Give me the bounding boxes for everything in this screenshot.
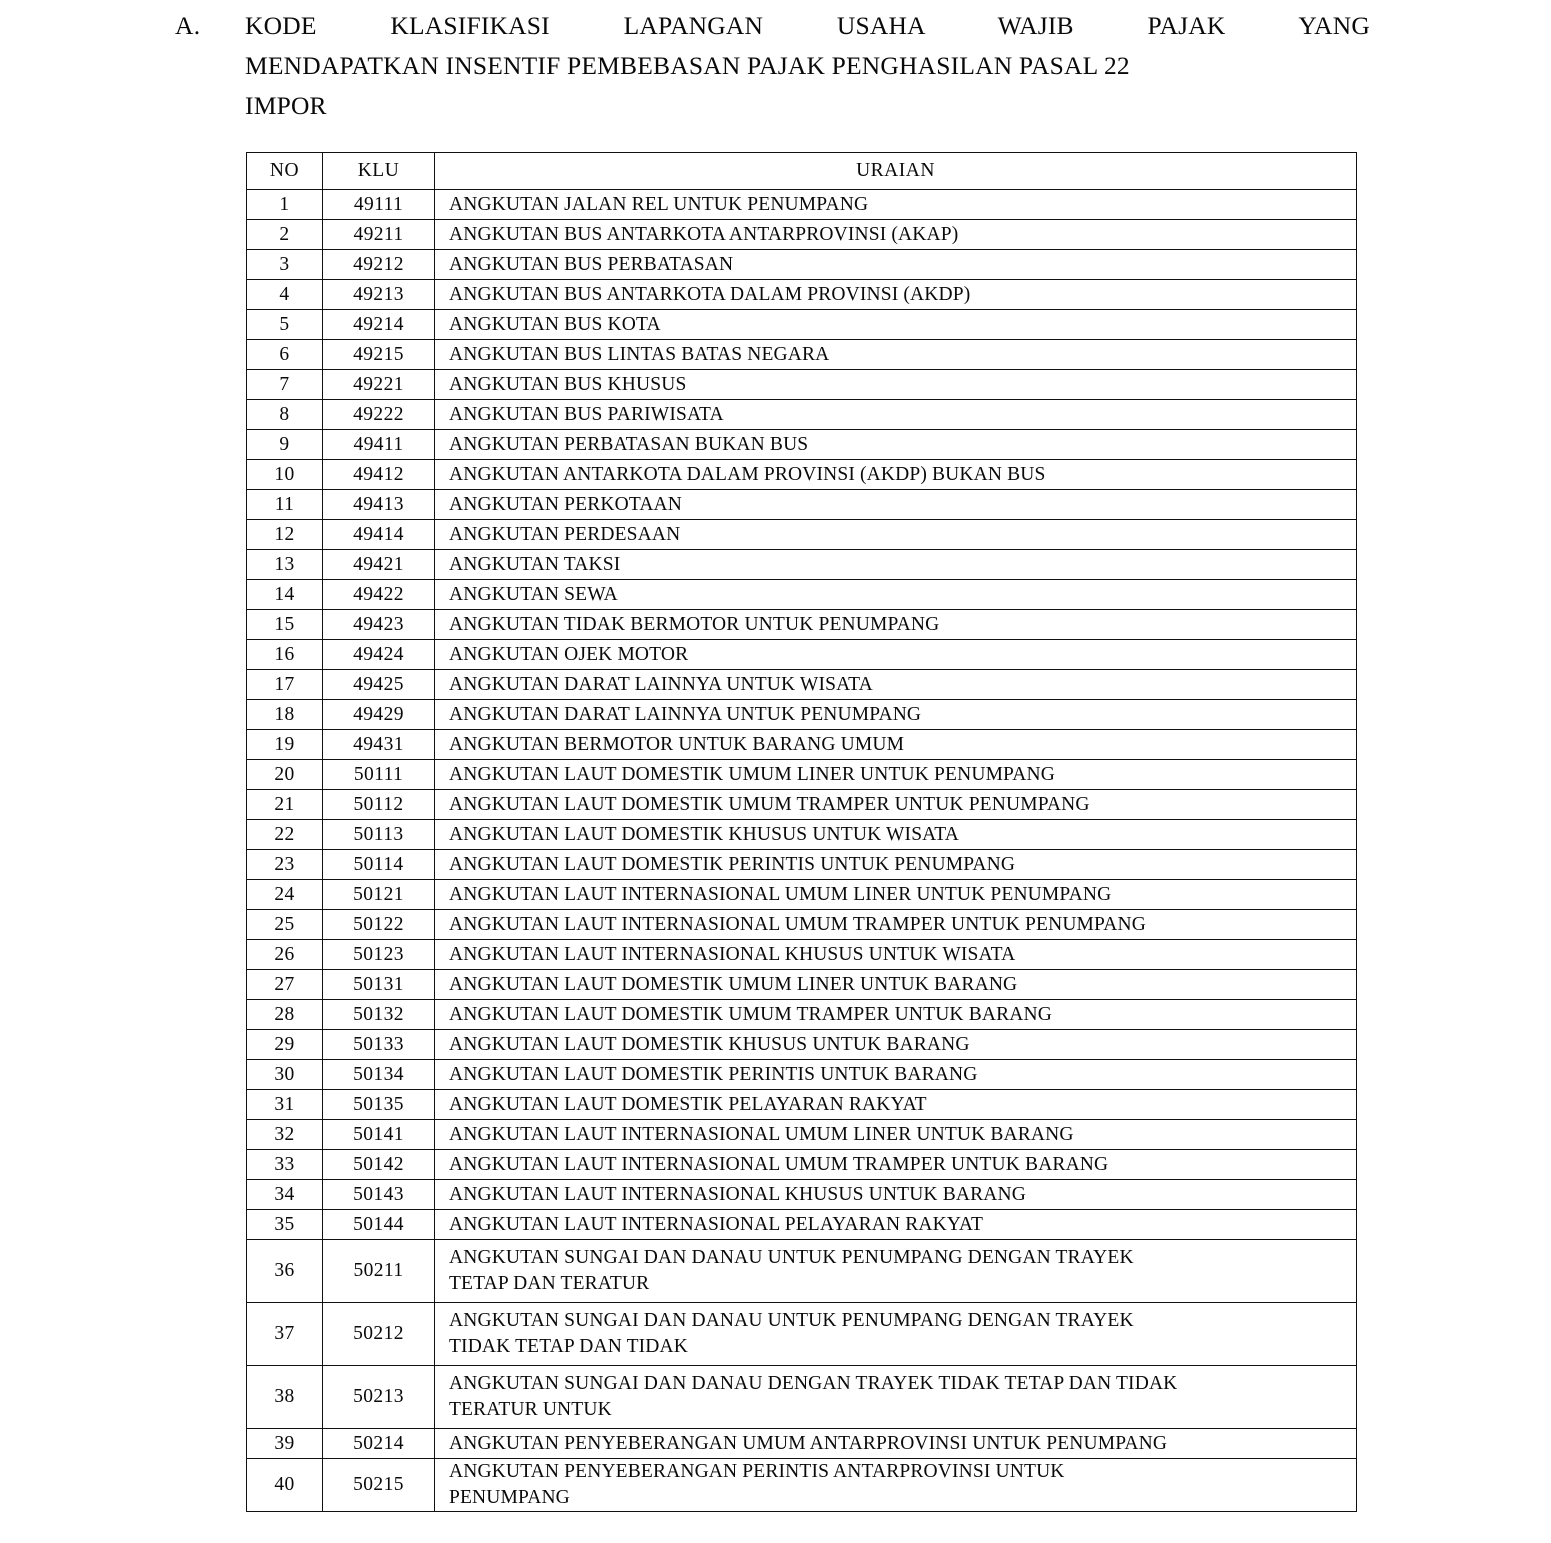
cell-no: 12 [247,520,323,550]
cell-klu: 50143 [323,1180,435,1210]
table-row [247,1459,1357,1512]
cell-uraian: ANGKUTAN PERKOTAAN [435,490,1357,520]
table-row [247,940,1357,970]
cell-uraian: ANGKUTAN LAUT INTERNASIONAL KHUSUS UNTUK WISATA [435,940,1357,970]
column-header-klu: KLU [323,153,435,190]
table-body [247,190,1357,1512]
heading-text [245,6,1370,126]
section-heading [175,6,1370,126]
table-row [247,1030,1357,1060]
cell-uraian: ANGKUTAN LAUT DOMESTIK UMUM TRAMPER UNTUK PENUMPANG [435,790,1357,820]
cell-klu: 49421 [323,550,435,580]
cell-no: 24 [247,880,323,910]
cell-no: 5 [247,310,323,340]
cell-no: 15 [247,610,323,640]
cell-no: 33 [247,1150,323,1180]
cell-uraian: ANGKUTAN LAUT DOMESTIK PERINTIS UNTUK PENUMPANG [435,850,1357,880]
cell-no: 25 [247,910,323,940]
cell-uraian: ANGKUTAN BUS KOTA [435,310,1357,340]
table-row [247,250,1357,280]
table-row [247,1090,1357,1120]
cell-uraian: ANGKUTAN LAUT DOMESTIK PERINTIS UNTUK BARANG [435,1060,1357,1090]
table-row [247,1240,1357,1303]
cell-klu: 49215 [323,340,435,370]
cell-no: 21 [247,790,323,820]
cell-klu: 49414 [323,520,435,550]
cell-no: 10 [247,460,323,490]
table-row [247,280,1357,310]
cell-klu: 50144 [323,1210,435,1240]
cell-no: 2 [247,220,323,250]
cell-klu: 49424 [323,640,435,670]
cell-no: 38 [247,1366,323,1429]
cell-klu: 50111 [323,760,435,790]
cell-uraian: ANGKUTAN ANTARKOTA DALAM PROVINSI (AKDP) BUKAN BUS [435,460,1357,490]
cell-uraian: ANGKUTAN LAUT INTERNASIONAL UMUM TRAMPER UNTUK PENUMPANG [435,910,1357,940]
cell-no: 23 [247,850,323,880]
table-row [247,580,1357,610]
table-row [247,460,1357,490]
heading-line-1: KODE KLASIFIKASI LAPANGAN USAHA WAJIB PAJAK YANG [245,11,1370,40]
cell-uraian: ANGKUTAN LAUT INTERNASIONAL UMUM LINER UNTUK PENUMPANG [435,880,1357,910]
cell-uraian: ANGKUTAN TAKSI [435,550,1357,580]
table-row [247,820,1357,850]
table-row [247,1060,1357,1090]
cell-klu: 49431 [323,730,435,760]
cell-uraian: ANGKUTAN PENYEBERANGAN UMUM ANTARPROVINSI UNTUK PENUMPANG [435,1429,1357,1459]
cell-uraian: ANGKUTAN BUS ANTARKOTA ANTARPROVINSI (AKAP) [435,220,1357,250]
column-header-uraian: URAIAN [435,153,1357,190]
cell-no: 30 [247,1060,323,1090]
cell-no: 3 [247,250,323,280]
cell-uraian: ANGKUTAN LAUT DOMESTIK UMUM LINER UNTUK PENUMPANG [435,760,1357,790]
cell-no: 13 [247,550,323,580]
table-row [247,880,1357,910]
cell-no: 35 [247,1210,323,1240]
cell-no: 4 [247,280,323,310]
cell-klu: 49423 [323,610,435,640]
cell-klu: 49429 [323,700,435,730]
cell-uraian: ANGKUTAN BUS KHUSUS [435,370,1357,400]
cell-klu: 50121 [323,880,435,910]
cell-uraian [435,1303,1357,1366]
table-row [247,1180,1357,1210]
column-header-no: NO [247,153,323,190]
cell-klu: 50113 [323,820,435,850]
cell-uraian [435,1240,1357,1303]
table-row [247,670,1357,700]
cell-klu: 50213 [323,1366,435,1429]
cell-klu: 50212 [323,1303,435,1366]
klu-classification-table [246,152,1357,1512]
cell-uraian-line-2: TIDAK TETAP DAN TIDAK [449,1336,688,1357]
cell-uraian: ANGKUTAN DARAT LAINNYA UNTUK PENUMPANG [435,700,1357,730]
cell-uraian: ANGKUTAN DARAT LAINNYA UNTUK WISATA [435,670,1357,700]
table-row [247,1000,1357,1030]
table-row [247,850,1357,880]
cell-klu: 50114 [323,850,435,880]
cell-no: 14 [247,580,323,610]
cell-no: 40 [247,1459,323,1512]
table-row [247,1303,1357,1366]
table-row [247,760,1357,790]
cell-uraian: ANGKUTAN BUS LINTAS BATAS NEGARA [435,340,1357,370]
table-row [247,310,1357,340]
cell-uraian: ANGKUTAN BUS PARIWISATA [435,400,1357,430]
cell-uraian: ANGKUTAN LAUT DOMESTIK KHUSUS UNTUK WISATA [435,820,1357,850]
table-row [247,490,1357,520]
cell-klu: 50132 [323,1000,435,1030]
cell-uraian-line-1: ANGKUTAN PENYEBERANGAN PERINTIS ANTARPROVINSI UNTUK [449,1461,1065,1482]
cell-klu: 49211 [323,220,435,250]
cell-klu: 49425 [323,670,435,700]
cell-no: 1 [247,190,323,220]
cell-uraian [435,1366,1357,1429]
table-row [247,790,1357,820]
cell-klu: 49213 [323,280,435,310]
table-row [247,340,1357,370]
cell-klu: 49412 [323,460,435,490]
cell-klu: 49222 [323,400,435,430]
cell-uraian-line-2: TETAP DAN TERATUR [449,1273,650,1294]
cell-uraian: ANGKUTAN BUS PERBATASAN [435,250,1357,280]
cell-no: 27 [247,970,323,1000]
cell-no: 9 [247,430,323,460]
cell-uraian: ANGKUTAN LAUT DOMESTIK UMUM TRAMPER UNTUK BARANG [435,1000,1357,1030]
cell-klu: 49422 [323,580,435,610]
cell-no: 28 [247,1000,323,1030]
cell-uraian: ANGKUTAN LAUT DOMESTIK UMUM LINER UNTUK BARANG [435,970,1357,1000]
klu-table-container [246,152,1356,1512]
cell-klu: 50133 [323,1030,435,1060]
cell-klu: 49411 [323,430,435,460]
table-header [247,153,1357,190]
table-row [247,220,1357,250]
table-row [247,190,1357,220]
cell-no: 7 [247,370,323,400]
table-row [247,370,1357,400]
cell-klu: 49413 [323,490,435,520]
cell-no: 19 [247,730,323,760]
table-row [247,430,1357,460]
cell-uraian: ANGKUTAN LAUT INTERNASIONAL PELAYARAN RAKYAT [435,1210,1357,1240]
table-row [247,640,1357,670]
cell-klu: 50142 [323,1150,435,1180]
cell-uraian: ANGKUTAN BUS ANTARKOTA DALAM PROVINSI (AKDP) [435,280,1357,310]
cell-no: 31 [247,1090,323,1120]
cell-klu: 49111 [323,190,435,220]
cell-klu: 50134 [323,1060,435,1090]
cell-uraian-line-1: ANGKUTAN SUNGAI DAN DANAU DENGAN TRAYEK TIDAK TETAP DAN TIDAK [449,1373,1178,1394]
cell-no: 20 [247,760,323,790]
cell-klu: 50211 [323,1240,435,1303]
cell-klu: 50131 [323,970,435,1000]
cell-uraian: ANGKUTAN PERBATASAN BUKAN BUS [435,430,1357,460]
table-row [247,700,1357,730]
heading-line-3: IMPOR [245,91,327,120]
table-row [247,1120,1357,1150]
table-row [247,730,1357,760]
table-row [247,520,1357,550]
cell-no: 18 [247,700,323,730]
cell-uraian-line-2: PENUMPANG [449,1487,570,1508]
heading-row [175,6,1370,126]
cell-uraian: ANGKUTAN LAUT INTERNASIONAL UMUM LINER UNTUK BARANG [435,1120,1357,1150]
cell-klu: 50215 [323,1459,435,1512]
table-row [247,610,1357,640]
cell-klu: 50122 [323,910,435,940]
cell-no: 36 [247,1240,323,1303]
cell-uraian-line-2: TERATUR UNTUK [449,1399,612,1420]
cell-uraian: ANGKUTAN BERMOTOR UNTUK BARANG UMUM [435,730,1357,760]
cell-uraian: ANGKUTAN TIDAK BERMOTOR UNTUK PENUMPANG [435,610,1357,640]
cell-klu: 49214 [323,310,435,340]
cell-uraian: ANGKUTAN LAUT INTERNASIONAL UMUM TRAMPER UNTUK BARANG [435,1150,1357,1180]
cell-no: 32 [247,1120,323,1150]
cell-no: 37 [247,1303,323,1366]
cell-uraian-line-1: ANGKUTAN SUNGAI DAN DANAU UNTUK PENUMPANG DENGAN TRAYEK [449,1310,1134,1331]
cell-no: 22 [247,820,323,850]
cell-uraian: ANGKUTAN LAUT DOMESTIK PELAYARAN RAKYAT [435,1090,1357,1120]
cell-no: 34 [247,1180,323,1210]
table-row [247,550,1357,580]
table-row [247,970,1357,1000]
table-row [247,1150,1357,1180]
cell-uraian: ANGKUTAN LAUT INTERNASIONAL KHUSUS UNTUK BARANG [435,1180,1357,1210]
table-row [247,910,1357,940]
table-row [247,1429,1357,1459]
cell-klu: 50135 [323,1090,435,1120]
cell-klu: 50123 [323,940,435,970]
table-row [247,1210,1357,1240]
cell-klu: 49212 [323,250,435,280]
cell-no: 39 [247,1429,323,1459]
cell-no: 29 [247,1030,323,1060]
table-row [247,1366,1357,1429]
table-row [247,400,1357,430]
cell-uraian: ANGKUTAN SEWA [435,580,1357,610]
cell-no: 11 [247,490,323,520]
cell-uraian: ANGKUTAN LAUT DOMESTIK KHUSUS UNTUK BARANG [435,1030,1357,1060]
cell-no: 26 [247,940,323,970]
cell-no: 6 [247,340,323,370]
cell-klu: 49221 [323,370,435,400]
table-header-row [247,153,1357,190]
cell-klu: 50214 [323,1429,435,1459]
cell-no: 17 [247,670,323,700]
cell-klu: 50112 [323,790,435,820]
cell-no: 16 [247,640,323,670]
cell-no: 8 [247,400,323,430]
cell-klu: 50141 [323,1120,435,1150]
heading-marker: A. [175,11,201,40]
cell-uraian-line-1: ANGKUTAN SUNGAI DAN DANAU UNTUK PENUMPANG DENGAN TRAYEK [449,1247,1134,1268]
cell-uraian [435,1459,1357,1512]
cell-uraian: ANGKUTAN OJEK MOTOR [435,640,1357,670]
cell-uraian: ANGKUTAN JALAN REL UNTUK PENUMPANG [435,190,1357,220]
cell-uraian: ANGKUTAN PERDESAAN [435,520,1357,550]
heading-line-2: MENDAPATKAN INSENTIF PEMBEBASAN PAJAK PENGHASILAN PASAL 22 [245,51,1130,80]
